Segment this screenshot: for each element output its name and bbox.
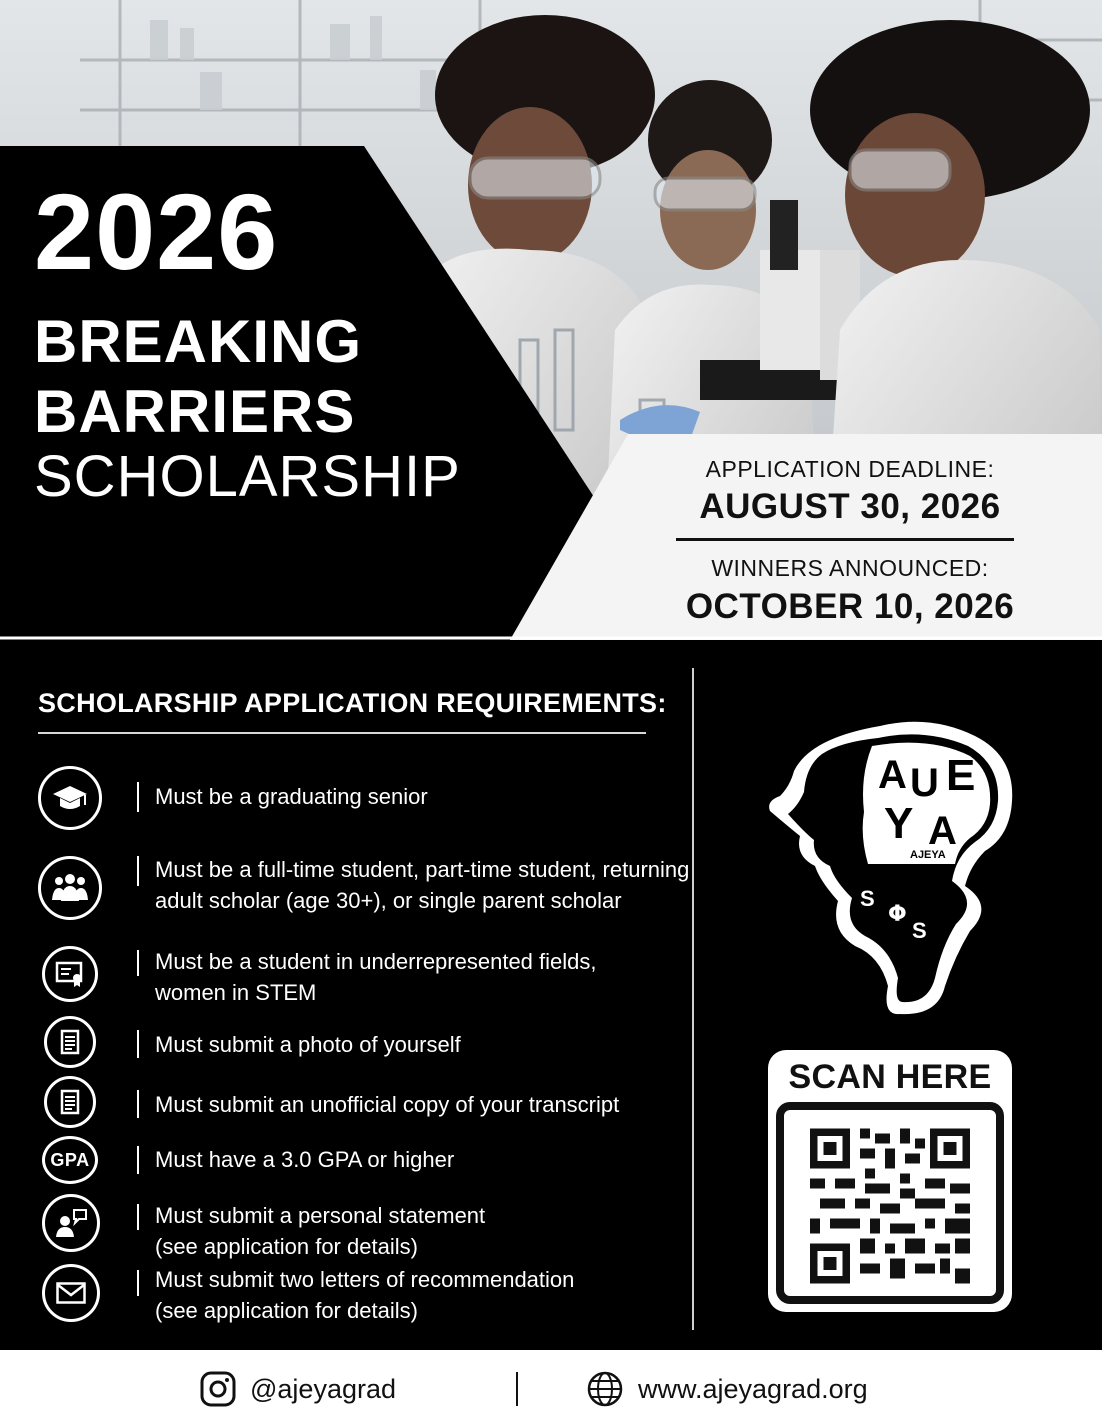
requirement-text: Must submit an unofficial copy of your transcript bbox=[155, 1092, 620, 1117]
ajeya-logo bbox=[760, 716, 1030, 1026]
requirement-item bbox=[0, 1260, 690, 1324]
deadline-label: APPLICATION DEADLINE: bbox=[705, 456, 995, 482]
logo-wordmark: AJEYA bbox=[910, 849, 946, 861]
item-divider bbox=[137, 782, 139, 812]
item-divider bbox=[137, 950, 139, 976]
instagram-handle: @ajeyagrad bbox=[250, 1373, 396, 1404]
logo-symbol: S bbox=[860, 886, 875, 911]
item-divider bbox=[137, 1270, 139, 1296]
requirement-text: Must be a full-time student, part-time student, returning adult scholar (age 30+), or single parent scholar bbox=[155, 857, 690, 913]
title-year: 2026 bbox=[34, 171, 279, 292]
deadline-value: AUGUST 30, 2026 bbox=[699, 487, 1001, 526]
title-breaking: BREAKING bbox=[34, 308, 363, 375]
scan-here-label: SCAN HERE bbox=[788, 1058, 992, 1096]
requirement-text: Must be a student in underrepresented fields, women in STEM bbox=[155, 949, 597, 1005]
dates-panel-shape bbox=[0, 0, 1102, 640]
requirement-item bbox=[0, 1136, 690, 1186]
website-url: www.ajeyagrad.org bbox=[638, 1373, 868, 1404]
qr-code[interactable] bbox=[810, 1128, 970, 1284]
logo-symbol: S bbox=[912, 918, 927, 943]
footer bbox=[0, 1350, 1102, 1427]
requirement-text: Must submit a personal statement (see application for details) bbox=[155, 1203, 486, 1259]
heading-underline bbox=[38, 732, 646, 734]
graduation-cap-icon bbox=[38, 766, 102, 830]
logo-symbol: Φ bbox=[888, 902, 907, 927]
footer-separator bbox=[516, 1372, 518, 1406]
requirement-text: Must have a 3.0 GPA or higher bbox=[155, 1147, 455, 1172]
document-icon bbox=[44, 1016, 96, 1068]
logo-letter: A bbox=[878, 753, 907, 797]
requirement-text: Must be a graduating senior bbox=[155, 784, 428, 809]
certificate-icon bbox=[42, 946, 98, 1002]
group-icon bbox=[38, 856, 102, 920]
item-divider bbox=[137, 1090, 139, 1118]
qr-card[interactable] bbox=[768, 1050, 1012, 1312]
item-divider bbox=[137, 1030, 139, 1058]
envelope-icon bbox=[42, 1264, 100, 1322]
requirements-heading: SCHOLARSHIP APPLICATION REQUIREMENTS: bbox=[38, 688, 667, 718]
date-divider bbox=[676, 538, 1014, 541]
requirement-item bbox=[0, 852, 690, 924]
item-divider bbox=[137, 856, 139, 886]
title-block bbox=[0, 0, 1102, 640]
requirements-section bbox=[0, 646, 1102, 1350]
instagram-icon bbox=[200, 1371, 236, 1407]
title-scholarship: SCHOLARSHIP bbox=[34, 444, 461, 509]
requirement-text: Must submit a photo of yourself bbox=[155, 1032, 461, 1057]
requirement-item bbox=[0, 766, 690, 830]
requirement-item bbox=[0, 1016, 690, 1072]
winners-value: OCTOBER 10, 2026 bbox=[685, 587, 1015, 626]
qr-frame bbox=[776, 1102, 1004, 1304]
hero-section bbox=[0, 0, 1102, 640]
logo-letter: A bbox=[928, 809, 957, 853]
title-barriers: BARRIERS bbox=[34, 378, 356, 445]
globe-icon bbox=[586, 1370, 624, 1408]
requirement-item bbox=[0, 944, 690, 1006]
item-divider bbox=[137, 1204, 139, 1230]
requirement-item bbox=[0, 1076, 690, 1132]
document-icon bbox=[44, 1076, 96, 1128]
logo-letter: Y bbox=[884, 799, 914, 848]
winners-label: WINNERS ANNOUNCED: bbox=[711, 555, 989, 581]
logo-letter: E bbox=[946, 751, 976, 800]
logo-letter: U bbox=[910, 761, 939, 805]
requirement-item bbox=[0, 1194, 690, 1259]
requirement-text: Must submit two letters of recommendation (see application for details) bbox=[155, 1267, 575, 1323]
gpa-icon: GPA bbox=[42, 1136, 98, 1184]
website-link[interactable] bbox=[586, 1370, 868, 1408]
person-speech-icon bbox=[42, 1194, 100, 1252]
column-divider bbox=[692, 668, 694, 1330]
item-divider bbox=[137, 1146, 139, 1174]
instagram-link[interactable] bbox=[200, 1370, 396, 1408]
